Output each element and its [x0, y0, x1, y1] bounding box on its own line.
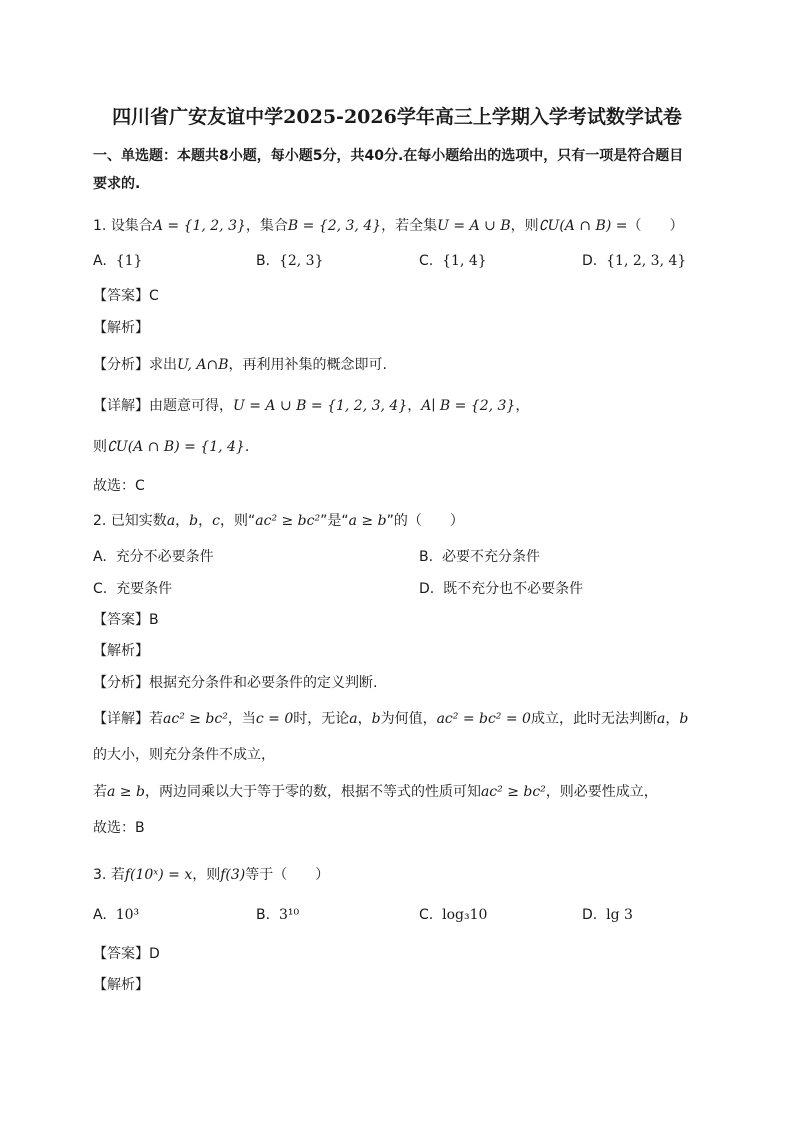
question-text: ，集合	[245, 218, 288, 234]
q1-choice: 故选：C	[93, 478, 145, 494]
q3-option-d: D. lg 3	[582, 907, 633, 923]
q1-option-d: D. {1, 2, 3, 4}	[582, 253, 687, 269]
q3-answer: 【答案】D	[93, 946, 160, 962]
q1-fenxi: 【分析】求出U, A∩B，再利用补集的概念即可.	[93, 357, 387, 373]
q1-analysis-label: 【解析】	[93, 320, 149, 336]
q3-option-a: A. 10³	[93, 907, 140, 923]
q1-option-b: B. {2, 3}	[256, 253, 324, 269]
page-title: 四川省广安友谊中学2025-2026学年高三上学期入学考试数学试卷	[112, 106, 682, 128]
section-heading-line1: 一、单选题：本题共8小题，每小题5分，共40分.在每小题给出的选项中，只有一项是符合题目	[93, 148, 684, 164]
answer-paren: （ ）	[627, 218, 684, 234]
q1-option-c: C. {1, 4}	[419, 253, 487, 269]
q1-answer: 【答案】C	[93, 288, 159, 304]
question-number: 1.	[93, 218, 107, 234]
q2-xiangjie-line2: 的大小，则充分条件不成立，	[93, 747, 275, 763]
q1-xiangjie: 【详解】由题意可得，U = A ∪ B = {1, 2, 3, 4}，A∣ B = {2, 3}，	[93, 398, 530, 414]
q2-option-c: C. 充要条件	[93, 581, 173, 597]
q3-analysis-label: 【解析】	[93, 977, 149, 993]
q2-option-a: A. 充分不必要条件	[93, 549, 214, 565]
section-heading-line2: 要求的.	[93, 176, 141, 192]
q2-answer: 【答案】B	[93, 612, 159, 628]
q3-option-b: B. 3¹⁰	[256, 907, 300, 923]
question-1	[93, 216, 683, 236]
math-complement: ∁U(A ∩ B) =	[538, 218, 628, 234]
question-text: ，则	[510, 218, 539, 234]
question-3: 3. 若f(10ˣ) = x，则f(3)等于（ ）	[93, 867, 330, 883]
q3-option-c: C. log₃10	[419, 907, 488, 923]
math-universal-set: U = A ∪ B	[437, 218, 511, 234]
q2-option-b: B. 必要不充分条件	[419, 549, 540, 565]
q1-xiangjie-line2: 则∁U(A ∩ B) = {1, 4}.	[93, 439, 250, 455]
q2-choice: 故选：B	[93, 820, 145, 836]
question-text: 设集合	[110, 218, 153, 234]
q2-xiangjie: 【详解】若ac² ≥ bc²，当c = 0时，无论a，b为何值，ac² = bc² = 0成立，此时无法判断a，b	[93, 711, 689, 727]
q2-analysis-label: 【解析】	[93, 643, 149, 659]
q2-option-d: D. 既不充分也不必要条件	[419, 581, 584, 597]
question-2: 2. 已知实数a，b，c，则“ac² ≥ bc²”是“a ≥ b”的（ ）	[93, 513, 464, 529]
q1-option-a: A. {1}	[93, 253, 143, 269]
math-set-b: B = {2, 3, 4}	[287, 218, 382, 234]
math-set-a: A = {1, 2, 3}	[152, 218, 246, 234]
question-text: ，若全集	[381, 218, 438, 234]
q2-fenxi: 【分析】根据充分条件和必要条件的定义判断.	[93, 675, 378, 691]
q2-xiangjie-line3: 若a ≥ b，两边同乘以大于等于零的数，根据不等式的性质可知ac² ≥ bc²，则必要性成立，	[93, 784, 658, 800]
